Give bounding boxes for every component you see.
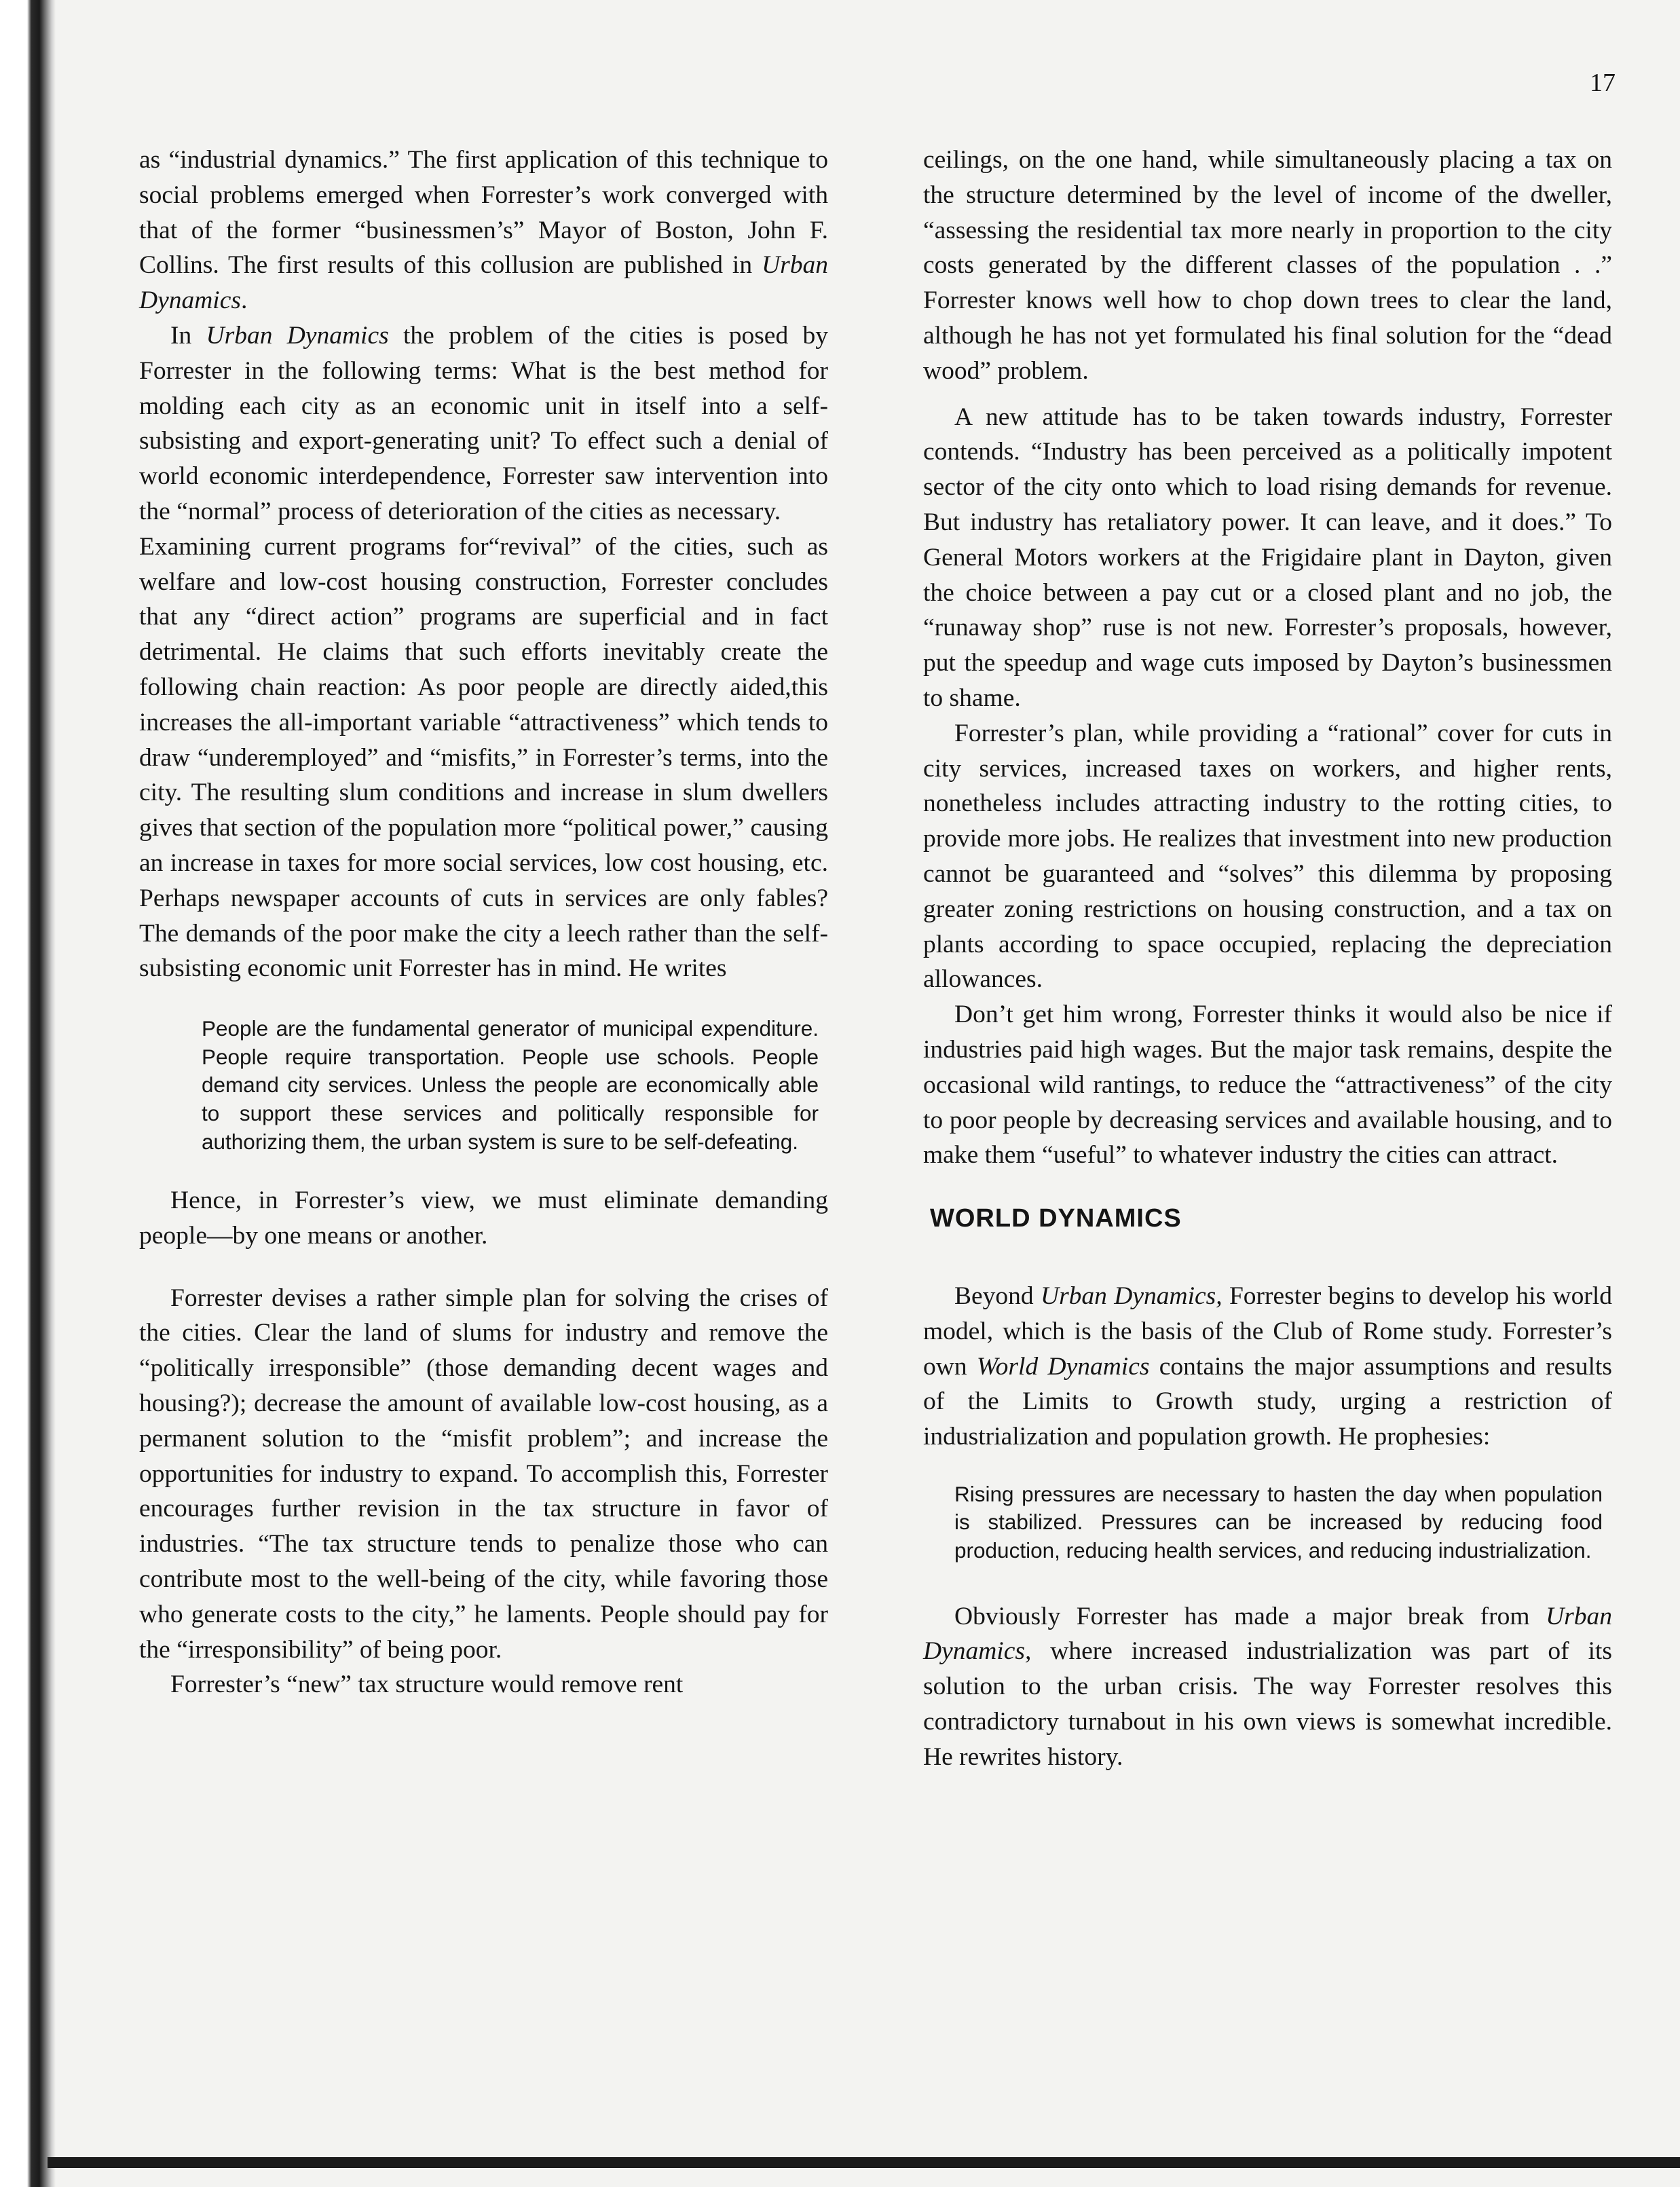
- block-quote: Rising pressures are necessary to hasten the day when population is stabilized. Pressures can be increased by reducing food production, reducing health services, and reducing industrialization.: [954, 1481, 1603, 1563]
- paragraph: ceilings, on the one hand, while simultaneously placing a tax on the structure determined by the level of income of the dweller, “assessing the residential tax more nearly in proportion to the city costs generated by the different classes of the population . .” Forrester knows well how to chop down trees to clear the land, although he has not yet formulated his final solution for the “dead wood” problem.: [923, 146, 1612, 385]
- paragraph: Examining current programs for“revival” of the cities, such as welfare and low-cost housing construction, Forrester concludes that any “direct action” programs are superficial and in fact detrimental. He claims that such efforts inevitably create the following chain reaction: As poor people are directly aided,this increases the all-important variable “attractiveness” which tends to draw “underemployed” and “misfits,” in Forrester’s terms, into the city. The resulting slum conditions and increase in slum dwellers gives that section of the population more “political power,” causing an increase in taxes for more social services, low cost housing, etc. Perhaps newspaper accounts of cuts in services are only fables? The demands of the poor make the city a leech rather than the self-subsisting economic unit Forrester has in mind. He writes: [139, 532, 828, 983]
- paragraph: Don’t get him wrong, Forrester thinks it would also be nice if industries paid high wages. But the major task remains, despite the occasional wild rantings, to reduce the “attractiveness” of the city to poor people by decreasing services and available housing, and to make them “useful” to whatever industry the cities can attract.: [923, 1001, 1612, 1170]
- paragraph: In Urban Dynamics the problem of the cities is posed by Forrester in the following terms: What is the best method for molding each city as an economic unit in itself into a self-subsisting and export-generating unit? To effect such a denial of world economic interdependence, Forrester saw intervention into the “normal” process of deterioration of the cities as necessary.: [139, 321, 828, 525]
- paragraph: Forrester’s plan, while providing a “rational” cover for cuts in city services, increased taxes on workers, and higher rents, nonetheless includes attracting industry to the rotting cities, to provide more jobs. He realizes that investment into new production cannot be guaranteed and “solves” this dilemma by proposing greater zoning restrictions on housing construction, and a tax on plants according to space occupied, replacing the depreciation allowances.: [923, 719, 1612, 994]
- left-column: [139, 143, 828, 1702]
- paragraph: Beyond Urban Dynamics, Forrester begins to develop his world model, which is the basis of the Club of Rome study. Forrester’s own World Dynamics contains the major assumptions and results of the Limits to Growth study, urging a restriction of industrialization and population growth. He prophesies:: [923, 1282, 1613, 1451]
- section-heading: WORLD DYNAMICS: [930, 1204, 1182, 1233]
- paragraph: Forrester’s “new” tax structure would remove rent: [170, 1670, 684, 1699]
- paragraph: A new attitude has to be taken towards industry, Forrester contends. “Industry has been perceived as a politically impotent sector of the city onto which to load rising demands for revenue. But industry has retaliatory power. It can leave, and it does.” To General Motors workers at the Frigidaire plant in Dayton, given the choice between a pay cut or a closed plant and no job, the “runaway shop” ruse is not new. Forrester’s proposals, however, put the speedup and wage cuts imposed by Dayton’s businessmen to shame.: [923, 403, 1612, 712]
- paragraph: as “industrial dynamics.” The first application of this technique to social problems emerged when Forrester’s work converged with that of the former “businessmen’s” Mayor of Boston, John F. Collins. The first results of this collusion are published in Urban Dynamics.: [139, 146, 828, 315]
- paragraph: Obviously Forrester has made a major break from Urban Dynamics, where increased industrialization was part of its solution to the urban crisis. The way Forrester resolves this contradictory turnabout in his own views is somewhat incredible. He rewrites history.: [923, 1602, 1612, 1771]
- right-column: [923, 143, 1612, 1775]
- page-number: 17: [1590, 69, 1616, 97]
- paragraph: Forrester devises a rather simple plan for solving the crises of the cities. Clear the land of slums for industry and remove the “politically irresponsible” (those demanding decent wages and housing?); decrease the amount of available low-cost housing, as a permanent solution to the “misfit problem”; and increase the opportunities for industry to expand. To accomplish this, Forrester encourages further revision in the tax structure in favor of industries. “The tax structure tends to penalize those who can contribute most to the well-being of the city, while favoring those who generate costs to the city,” he laments. People should pay for the “irresponsibility” of being poor.: [139, 1284, 828, 1664]
- block-quote: People are the fundamental generator of municipal expenditure. People require transportation. People use schools. People demand city services. Unless the people are economically able to support these services and politically responsible for authorizing them, the urban system is sure to be self-defeating.: [202, 1016, 819, 1154]
- page-bottom-rule: [48, 2157, 1680, 2168]
- paragraph: Hence, in Forrester’s view, we must eliminate demanding people—by one means or another.: [139, 1186, 828, 1250]
- scan-binding-edge: [0, 0, 56, 2187]
